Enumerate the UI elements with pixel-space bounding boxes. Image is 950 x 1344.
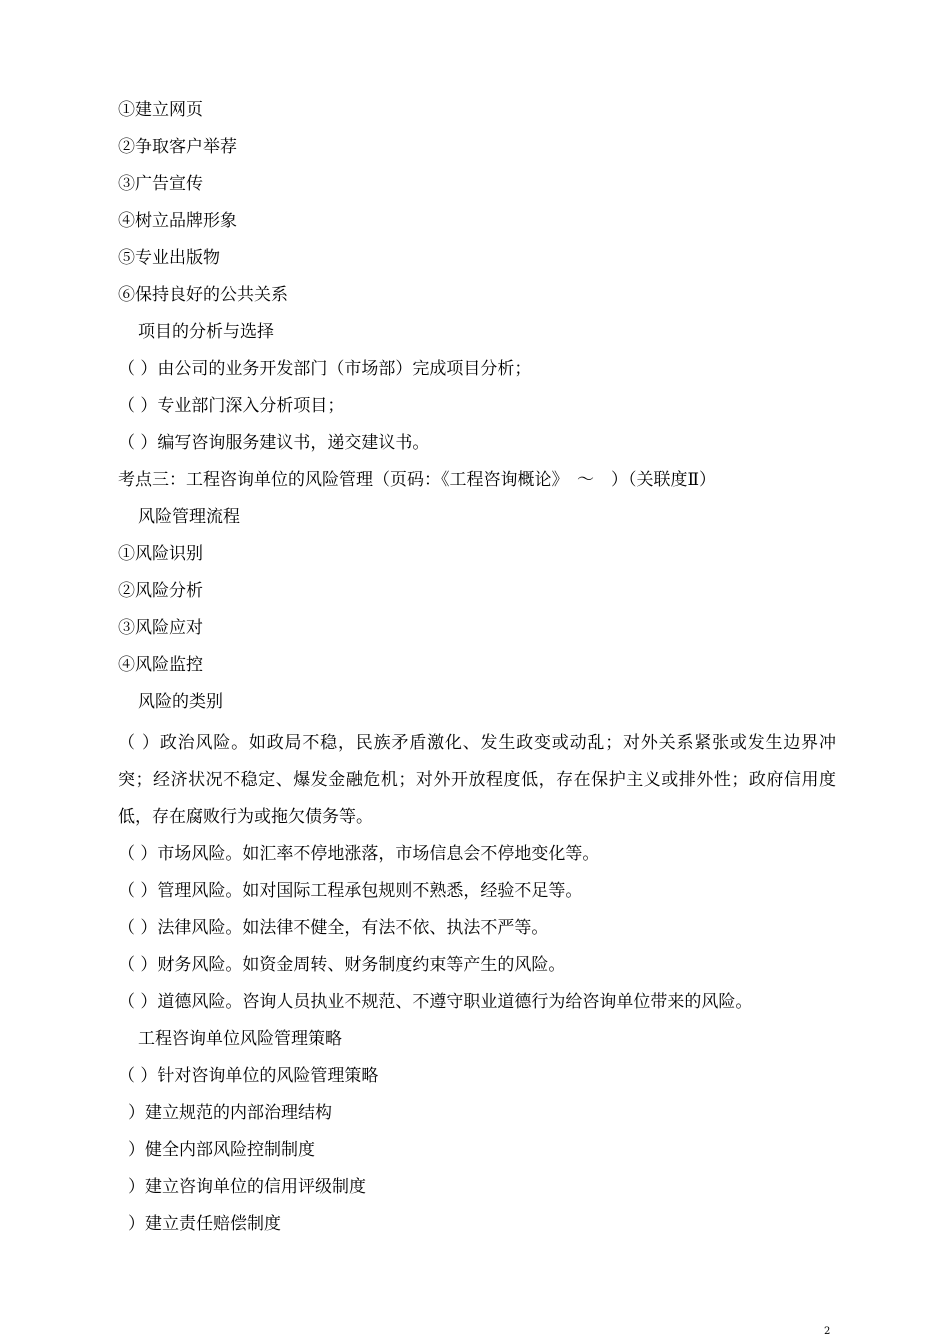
section-heading-project-analysis: 项目的分析与选择	[138, 322, 274, 342]
list-item-moral-risk: （ ）道德风险。咨询人员执业不规范、不遵守职业道德行为给咨询单位带来的风险。	[118, 992, 753, 1012]
list-item-legal-risk: （ ）法律风险。如法律不健全，有法不依、执法不严等。	[118, 918, 549, 938]
list-item-dept-deep-analysis: （ ）专业部门深入分析项目；	[118, 396, 345, 416]
section-heading-risk-types: 风险的类别	[138, 692, 223, 712]
list-item-internal-control: ）健全内部风险控制制度	[128, 1140, 315, 1160]
list-item-proposal: （ ）编写咨询服务建议书，递交建议书。	[118, 433, 430, 453]
section-heading-risk-process: 风险管理流程	[138, 507, 240, 527]
list-item-liability-compensation: ）建立责任赔偿制度	[128, 1214, 281, 1234]
list-item-market-risk: （ ）市场风险。如汇率不停地涨落，市场信息会不停地变化等。	[118, 844, 600, 864]
list-item-strategy-for-units: （ ）针对咨询单位的风险管理策略	[118, 1066, 379, 1086]
list-item-risk-analysis: ②风险分析	[118, 581, 203, 601]
list-item-risk-response: ③风险应对	[118, 618, 203, 638]
list-item-market-dept-analysis: （ ）由公司的业务开发部门（市场部）完成项目分析；	[118, 359, 532, 379]
list-item-public-relations: ⑥保持良好的公共关系	[118, 285, 288, 305]
list-item-credit-rating: ）建立咨询单位的信用评级制度	[128, 1177, 366, 1197]
list-item-advertising: ③广告宣传	[118, 174, 203, 194]
list-item-governance-structure: ）建立规范的内部治理结构	[128, 1103, 332, 1123]
key-point-heading: 考点三：工程咨询单位的风险管理（页码：《工程咨询概论》 ～ ）（关联度Ⅱ）	[118, 470, 717, 490]
list-item-publications: ⑤专业出版物	[118, 248, 220, 268]
list-item-brand-image: ④树立品牌形象	[118, 211, 237, 231]
list-item-risk-monitoring: ④风险监控	[118, 655, 203, 675]
section-heading-risk-strategy: 工程咨询单位风险管理策略	[138, 1029, 342, 1049]
list-item-build-webpage: ①建立网页	[118, 100, 203, 120]
paragraph-political-risk: （ ）政治风险。如政局不稳，民族矛盾激化、发生政变或动乱；对外关系紧张或发生边界冲突；经济状况不稳定、爆发金融危机；对外开放程度低，存在保护主义或排外性；政府信用度低，存在腐败行为或拖欠债务等。	[118, 733, 836, 827]
list-item-risk-identification: ①风险识别	[118, 544, 203, 564]
list-item-management-risk: （ ）管理风险。如对国际工程承包规则不熟悉，经验不足等。	[118, 881, 583, 901]
list-item-client-referral: ②争取客户举荐	[118, 137, 237, 157]
page-number: 2	[824, 1326, 831, 1337]
list-item-financial-risk: （ ）财务风险。如资金周转、财务制度约束等产生的风险。	[118, 955, 566, 975]
